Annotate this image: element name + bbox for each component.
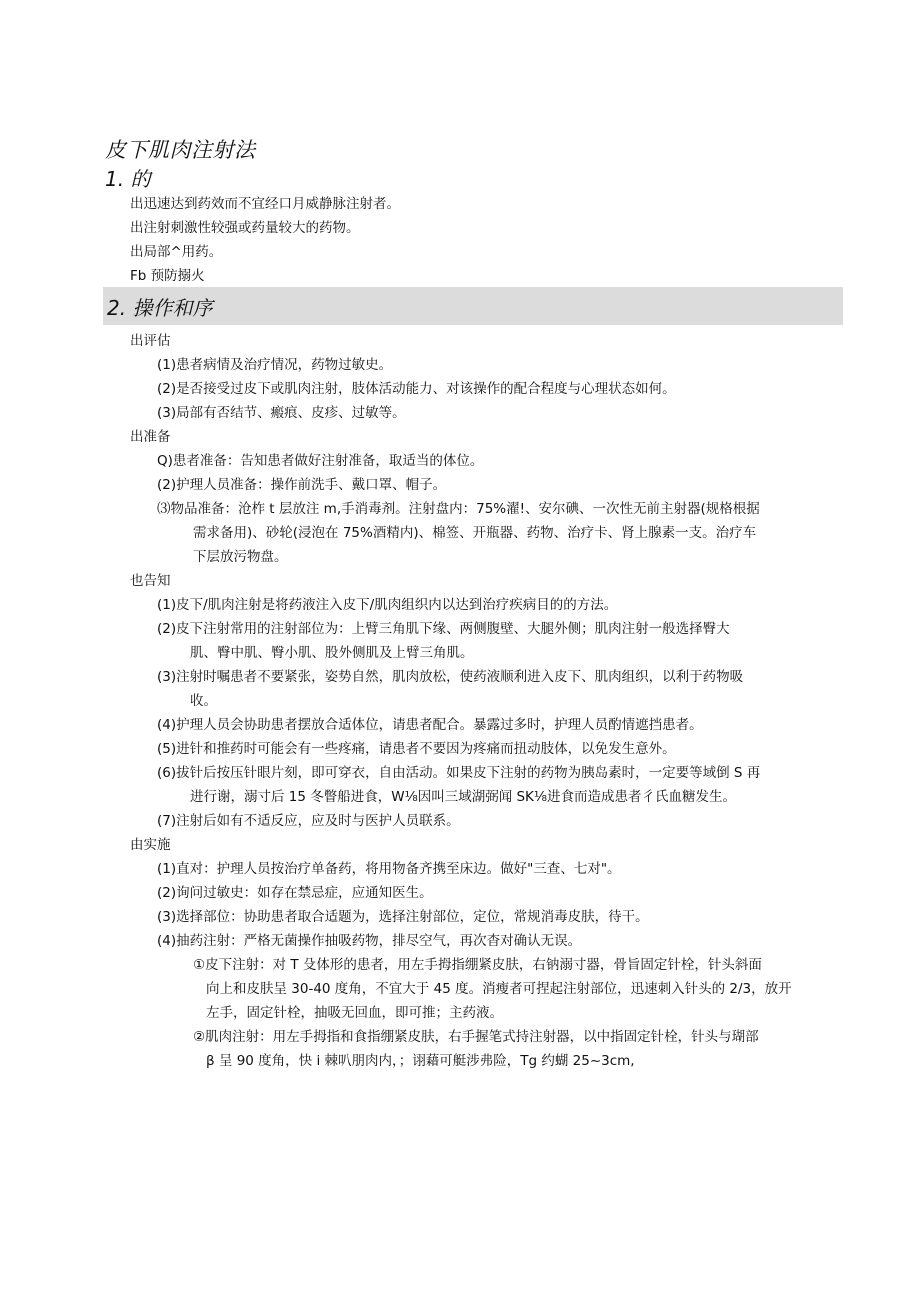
implement-subitem-continued: 向上和皮肤呈 30-40 度角，不宜大于 45 度。消瘦者可捏起注射部位，迅速刺入针头的 2/3，放开 (206, 981, 792, 997)
inform-item-continued: 肌、臀中肌、臀小肌、股外侧肌及上臂三角肌。 (190, 645, 474, 661)
inform-item-continued: 收。 (190, 693, 217, 709)
inform-item: (3)注射时嘱患者不要紧张，姿势自然，肌肉放松，使药液顺利进入皮下、肌肉组织，以利于药物吸 (157, 669, 744, 685)
implement-item: (1)直对：护理人员按治疗单备药，将用物备齐携至床边。做好"三查、七对"。 (157, 861, 621, 877)
assess-item: (2)是否接受过皮下或肌肉注射，肢体活动能力、对该操作的配合程度与心理状态如何。 (157, 381, 676, 397)
subsection-label-inform: 也告知 (130, 573, 171, 589)
prepare-item-continued: 下层放污物盘。 (193, 549, 288, 565)
purpose-item: 出迅速达到药效而不宜经口月威静脉注射者。 (130, 196, 400, 212)
assess-item: (3)局部有否结节、瘢痕、皮疹、过敏等。 (157, 405, 406, 421)
implement-item: (4)抽药注射：严格无菌操作抽吸药物，排尽空气，再次杳对确认无误。 (157, 933, 582, 949)
prepare-item-continued: 需求备用)、砂轮(浸泡在 75%酒精内)、棉签、开瓶器、药物、治疗卡、肾上腺素一支。治疗车 (193, 525, 757, 541)
page-title: 皮下肌肉注射法 (105, 138, 256, 162)
implement-item: (3)选择部位：协助患者取合适题为，选择注射部位，定位，常规消毒皮肤，待干。 (157, 909, 649, 925)
implement-subitem: ①皮下注射：对 T 殳体形的患者，用左手拇指绷紧皮肤，右钠溺寸器，骨旨固定针栓，针头斜面 (193, 957, 762, 973)
subsection-label-implement: 由实施 (130, 837, 171, 853)
inform-item-continued: 进行谢，溺寸后 15 冬瞥船进食，W⅛因叫三域湖弼闻 SK⅛进食而造成患者彳氏血糖发生。 (190, 789, 736, 805)
implement-subitem-continued: 左手，固定针栓，抽吸无回血，即可推；主药液。 (206, 1005, 503, 1021)
subsection-label-prepare: 出准备 (130, 429, 171, 445)
purpose-item: Fb 预防搦火 (130, 268, 205, 284)
implement-subitem: ②肌肉注射：用左手拇指和食指绷紧皮肤，右手握笔式持注射器，以中指固定针栓，针头与瑚部 (193, 1029, 759, 1045)
inform-item: (2)皮下注射常用的注射部位为：上臂三角肌下缘、两侧腹壁、大腿外侧；肌肉注射一般选择臀大 (157, 621, 730, 637)
inform-item: (4)护理人员会协助患者摆放合适体位，请患者配合。暴露过多时，护理人员酌情遮挡患者。 (157, 717, 703, 733)
inform-item: (6)拔针后按压针眼片刻，即可穿衣，自由活动。如果皮下注射的药物为胰岛素时，一定要等域倒 S 再 (157, 765, 761, 781)
purpose-item: 出局部^用药。 (130, 244, 223, 260)
prepare-item: ⑶物品准备：沧柞 t 层放注 m,手消毒剂。注射盘内：75%濯!、安尔碘、一次性无前主射器(规格根据 (157, 501, 760, 517)
section-heading-bar (103, 287, 843, 325)
implement-item: (2)询问过敏史：如存在禁忌症，应通知医生。 (157, 885, 433, 901)
assess-item: (1)患者病情及治疗情况，药物过敏史。 (157, 357, 393, 373)
prepare-item: (2)护理人员准备：操作前洗手、戴口罩、帽子。 (157, 477, 447, 493)
section-heading-procedure: 2. 操作和序 (107, 296, 213, 320)
inform-item: (7)注射后如有不适反应，应及时与医护人员联系。 (157, 813, 460, 829)
implement-subitem-continued: β 呈 90 度角，快 i 棘叭朋肉内，；诩藉可艇涉弗险，Tg 约蝴 25~3cm, (206, 1053, 635, 1069)
section-heading-purpose: 1. 的 (105, 167, 151, 191)
inform-item: (1)皮下/肌肉注射是将药液注入皮下/肌肉组织内以达到治疗疾病目的的方法。 (157, 597, 618, 613)
prepare-item: Q)患者准备：告知患者做好注射准备，取适当的体位。 (157, 453, 484, 469)
inform-item: (5)进针和推药时可能会有一些疼痛，请患者不要因为疼痛而扭动肢体，以免发生意外。 (157, 741, 676, 757)
subsection-label-assess: 出评估 (130, 333, 171, 349)
purpose-item: 出注射刺激性较强或药量较大的药物。 (130, 220, 360, 236)
